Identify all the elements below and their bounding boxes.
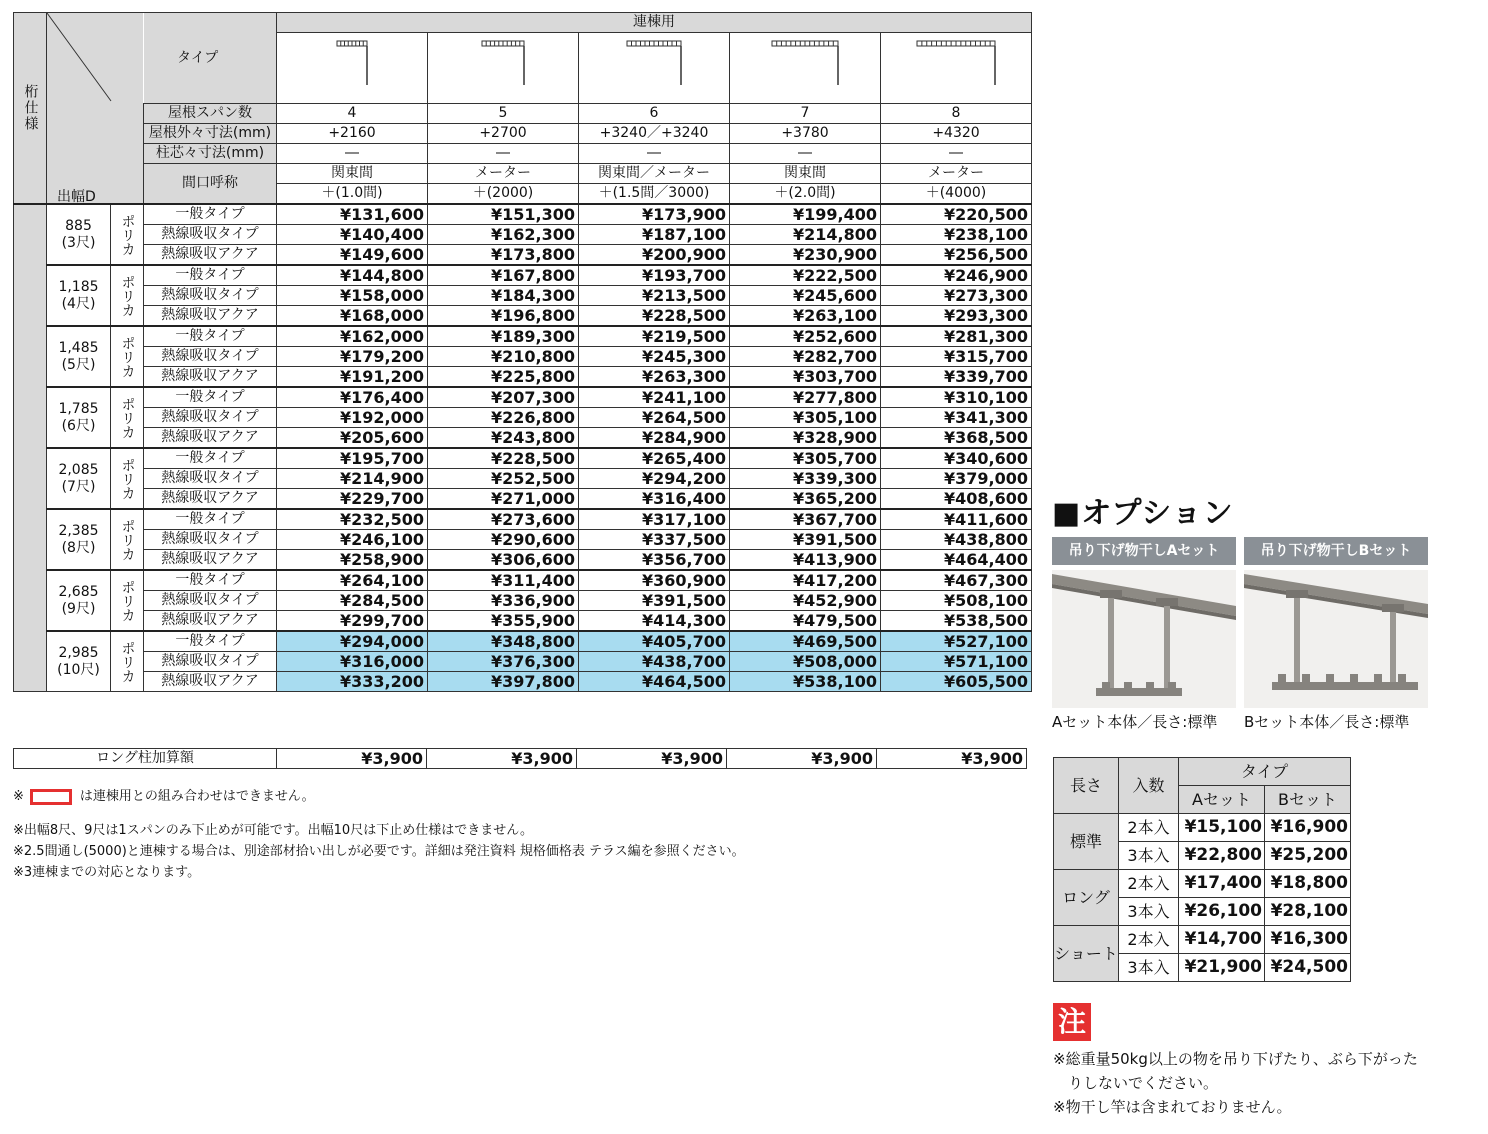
option-label-a: 吊り下げ物干しAセット (1052, 537, 1236, 565)
price-cell: ¥256,500 (881, 245, 1032, 266)
caution-line: りしないでください。 (1053, 1074, 1219, 1092)
variant-label: 熱線吸収アクア (144, 245, 277, 266)
hanger-b-image (1244, 570, 1428, 708)
price-cell: ¥293,300 (881, 306, 1032, 327)
price-cell: ¥391,500 (579, 591, 730, 611)
price-cell: ¥391,500 (730, 530, 881, 550)
variant-label: 一般タイプ (144, 265, 277, 286)
price-cell: ¥356,700 (579, 550, 730, 571)
price-cell: ¥162,000 (277, 326, 428, 347)
price-cell: ¥376,300 (428, 652, 579, 672)
header-value: +3780 (730, 124, 881, 144)
material-label: ポリカ (111, 631, 144, 692)
type-symbol-cell (428, 33, 579, 104)
price-cell: ¥379,000 (881, 469, 1032, 489)
material-label: ポリカ (111, 387, 144, 448)
caption-a: Aセット本体／長さ:標準 (1052, 713, 1218, 731)
price-cell: ¥315,700 (881, 347, 1032, 367)
material-label: ポリカ (111, 448, 144, 509)
price-cell: ¥173,800 (428, 245, 579, 266)
price-cell: ¥213,500 (579, 286, 730, 306)
width-size-cell (47, 509, 111, 570)
long-pillar-price: ¥3,900 (727, 749, 877, 769)
price-cell: ¥200,900 (579, 245, 730, 266)
note-box-text: は連棟用との組み合わせはできません。 (79, 789, 315, 804)
opt-price-b: ¥16,900 (1265, 814, 1351, 842)
header-value: 7 (730, 104, 881, 124)
price-cell: ¥336,900 (428, 591, 579, 611)
type-symbol-cell (881, 33, 1032, 104)
opt-qty: 2本入 (1119, 814, 1179, 842)
price-cell: ¥337,500 (579, 530, 730, 550)
price-cell: ¥464,400 (881, 550, 1032, 571)
variant-label: 熱線吸収タイプ (144, 347, 277, 367)
variant-label: 熱線吸収アクア (144, 367, 277, 388)
price-cell: ¥199,400 (730, 204, 881, 225)
width-size-cell (47, 448, 111, 509)
price-cell: ¥303,700 (730, 367, 881, 388)
caution-line: ※総重量50kg以上の物を吊り下げたり、ぶら下がった (1053, 1050, 1418, 1068)
price-cell: ¥340,600 (881, 448, 1032, 469)
caution-badge: 注 (1053, 1003, 1091, 1041)
price-cell: ¥467,300 (881, 570, 1032, 591)
price-cell: ¥229,700 (277, 489, 428, 510)
price-cell: ¥187,100 (579, 225, 730, 245)
price-cell: ¥411,600 (881, 509, 1032, 530)
price-cell: ¥207,300 (428, 387, 579, 408)
header-value: 6 (579, 104, 730, 124)
price-cell: ¥158,000 (277, 286, 428, 306)
material-label: ポリカ (111, 326, 144, 387)
price-cell: ¥438,700 (579, 652, 730, 672)
width-shaku: (4尺) (61, 295, 96, 312)
price-cell: ¥328,900 (730, 428, 881, 449)
width-size-cell (47, 204, 111, 265)
frontage-name: 関東間 (277, 164, 428, 184)
price-cell: ¥273,600 (428, 509, 579, 530)
price-cell: ¥464,500 (579, 672, 730, 692)
price-cell: ¥305,100 (730, 408, 881, 428)
price-cell: ¥284,900 (579, 428, 730, 449)
variant-label: 熱線吸収アクア (144, 489, 277, 510)
price-cell: ¥405,700 (579, 631, 730, 652)
price-cell: ¥263,300 (579, 367, 730, 388)
width-shaku: (8尺) (61, 539, 96, 556)
price-cell: ¥277,800 (730, 387, 881, 408)
price-cell: ¥162,300 (428, 225, 579, 245)
price-cell: ¥264,500 (579, 408, 730, 428)
header-value: 8 (881, 104, 1032, 124)
price-cell: ¥339,300 (730, 469, 881, 489)
price-cell: ¥360,900 (579, 570, 730, 591)
price-cell: ¥226,800 (428, 408, 579, 428)
price-cell: ¥333,200 (277, 672, 428, 692)
roof-type-icon (730, 33, 880, 97)
price-cell: ¥176,400 (277, 387, 428, 408)
long-pillar-price: ¥3,900 (427, 749, 577, 769)
price-cell: ¥311,400 (428, 570, 579, 591)
option-label-b: 吊り下げ物干しBセット (1244, 537, 1428, 565)
header-row-label: 間口呼称 (144, 164, 277, 205)
price-cell: ¥508,100 (881, 591, 1032, 611)
price-cell: ¥173,900 (579, 204, 730, 225)
price-cell: ¥413,900 (730, 550, 881, 571)
variant-label: 一般タイプ (144, 204, 277, 225)
width-size: 2,385 (58, 522, 99, 539)
price-cell: ¥281,300 (881, 326, 1032, 347)
price-cell: ¥368,500 (881, 428, 1032, 449)
opt-price-a: ¥21,900 (1179, 954, 1265, 982)
price-cell: ¥258,900 (277, 550, 428, 571)
price-cell: ¥571,100 (881, 652, 1032, 672)
price-cell: ¥414,300 (579, 611, 730, 632)
price-cell: ¥339,700 (881, 367, 1032, 388)
price-cell: ¥605,500 (881, 672, 1032, 692)
long-pillar-label: ロング柱加算額 (14, 749, 277, 769)
category-keta: 桁仕様 (14, 13, 47, 205)
frontage-size: ＋(2000) (428, 184, 579, 205)
price-cell: ¥230,900 (730, 245, 881, 266)
price-cell: ¥294,200 (579, 469, 730, 489)
frontage-name: メーター (428, 164, 579, 184)
opt-price-b: ¥28,100 (1265, 898, 1351, 926)
width-size-cell (47, 326, 111, 387)
price-cell: ¥438,800 (881, 530, 1032, 550)
width-size-cell (47, 387, 111, 448)
opt-qty: 2本入 (1119, 926, 1179, 954)
price-cell: ¥264,100 (277, 570, 428, 591)
price-cell: ¥151,300 (428, 204, 579, 225)
price-cell: ¥452,900 (730, 591, 881, 611)
opt-price-a: ¥22,800 (1179, 842, 1265, 870)
price-cell: ¥479,500 (730, 611, 881, 632)
type-symbol-cell (730, 33, 881, 104)
material-label: ポリカ (111, 204, 144, 265)
opt-price-b: ¥18,800 (1265, 870, 1351, 898)
opt-qty: 3本入 (1119, 842, 1179, 870)
opt-length: ショート (1054, 926, 1119, 982)
price-cell: ¥167,800 (428, 265, 579, 286)
header-value: +2700 (428, 124, 579, 144)
price-cell: ¥225,800 (428, 367, 579, 388)
price-cell: ¥294,000 (277, 631, 428, 652)
price-cell: ¥220,500 (881, 204, 1032, 225)
price-cell: ¥228,500 (428, 448, 579, 469)
variant-label: 熱線吸収タイプ (144, 469, 277, 489)
price-cell: ¥179,200 (277, 347, 428, 367)
price-cell: ¥205,600 (277, 428, 428, 449)
variant-label: 熱線吸収アクア (144, 306, 277, 327)
type-label: タイプ (177, 50, 219, 66)
price-cell: ¥232,500 (277, 509, 428, 530)
price-cell: ¥252,500 (428, 469, 579, 489)
opt-h-qty: 入数 (1119, 758, 1179, 814)
variant-label: 一般タイプ (144, 631, 277, 652)
price-cell: ¥196,800 (428, 306, 579, 327)
price-cell: ¥168,000 (277, 306, 428, 327)
price-cell: ¥316,400 (579, 489, 730, 510)
frontage-name: 関東間／メーター (579, 164, 730, 184)
long-pillar-price: ¥3,900 (577, 749, 727, 769)
width-shaku: (9尺) (61, 600, 96, 617)
price-cell: ¥367,700 (730, 509, 881, 530)
variant-label: 一般タイプ (144, 387, 277, 408)
frontage-size: ＋(1.0間) (277, 184, 428, 205)
variant-label: 熱線吸収タイプ (144, 408, 277, 428)
diagonal-line (47, 13, 277, 206)
price-cell: ¥219,500 (579, 326, 730, 347)
variant-label: 熱線吸収タイプ (144, 652, 277, 672)
width-shaku: (5尺) (61, 356, 96, 373)
variant-label: 熱線吸収タイプ (144, 591, 277, 611)
header-value: +4320 (881, 124, 1032, 144)
opt-length: ロング (1054, 870, 1119, 926)
opt-price-a: ¥26,100 (1179, 898, 1265, 926)
opt-qty: 3本入 (1119, 898, 1179, 926)
opt-h-b: Bセット (1265, 786, 1351, 814)
frontage-name: メーター (881, 164, 1032, 184)
width-shaku: (7尺) (61, 478, 96, 495)
variant-label: 熱線吸収タイプ (144, 225, 277, 245)
width-size-cell (47, 631, 111, 692)
price-cell: ¥263,100 (730, 306, 881, 327)
material-label: ポリカ (111, 509, 144, 570)
width-shaku: (3尺) (61, 234, 96, 251)
opt-price-a: ¥17,400 (1179, 870, 1265, 898)
width-size-cell (47, 265, 111, 326)
price-cell: ¥508,000 (730, 652, 881, 672)
roof-type-icon (277, 33, 427, 97)
roof-type-icon (428, 33, 578, 97)
price-cell: ¥306,600 (428, 550, 579, 571)
price-cell: ¥214,800 (730, 225, 881, 245)
price-cell: ¥189,300 (428, 326, 579, 347)
header-value: +2160 (277, 124, 428, 144)
price-cell: ¥214,900 (277, 469, 428, 489)
caution-line: ※物干し竿は含まれておりません。 (1053, 1098, 1292, 1116)
price-cell: ¥365,200 (730, 489, 881, 510)
width-label: 出幅D (57, 189, 96, 205)
header-row-label: 屋根外々寸法(mm) (144, 124, 277, 144)
width-size: 1,485 (58, 339, 99, 356)
frontage-size: ＋(2.0間) (730, 184, 881, 205)
width-size: 2,985 (58, 644, 99, 661)
frontage-size: ＋(4000) (881, 184, 1032, 205)
long-pillar-price: ¥3,900 (277, 749, 427, 769)
type-symbol-cell (277, 33, 428, 104)
frontage-name: 関東間 (730, 164, 881, 184)
caution-text (1053, 1047, 1418, 1119)
price-cell: ¥290,600 (428, 530, 579, 550)
price-cell: ¥210,800 (428, 347, 579, 367)
group-label: 連棟用 (277, 13, 1032, 33)
price-cell: ¥238,100 (881, 225, 1032, 245)
long-pillar-table (13, 748, 1027, 769)
width-shaku: (10尺) (57, 661, 100, 678)
width-size: 1,785 (58, 400, 99, 417)
width-size: 1,185 (58, 278, 99, 295)
hanger-a-icon (1052, 570, 1236, 708)
variant-label: 熱線吸収アクア (144, 672, 277, 692)
price-cell: ¥193,700 (579, 265, 730, 286)
price-cell: ¥355,900 (428, 611, 579, 632)
frontage-size: ＋(1.5間／3000) (579, 184, 730, 205)
price-cell: ¥538,100 (730, 672, 881, 692)
price-cell: ¥271,000 (428, 489, 579, 510)
header-row-label: 柱芯々寸法(mm) (144, 144, 277, 164)
price-cell: ¥241,100 (579, 387, 730, 408)
header-row-label: 屋根スパン数 (144, 104, 277, 124)
price-cell: ¥408,600 (881, 489, 1032, 510)
price-table (13, 12, 1032, 692)
opt-h-length: 長さ (1054, 758, 1119, 814)
price-cell: ¥246,900 (881, 265, 1032, 286)
opt-h-a: Aセット (1179, 786, 1265, 814)
opt-qty: 3本入 (1119, 954, 1179, 982)
category-standard (14, 204, 47, 692)
opt-price-b: ¥16,300 (1265, 926, 1351, 954)
price-cell: ¥140,400 (277, 225, 428, 245)
price-cell: ¥228,500 (579, 306, 730, 327)
width-size-cell (47, 570, 111, 631)
variant-label: 熱線吸収タイプ (144, 530, 277, 550)
opt-h-type: タイプ (1179, 758, 1351, 786)
price-cell: ¥282,700 (730, 347, 881, 367)
price-cell: ¥317,100 (579, 509, 730, 530)
long-pillar-price: ¥3,900 (877, 749, 1027, 769)
price-cell: ¥149,600 (277, 245, 428, 266)
option-title: ■オプション (1052, 496, 1234, 531)
caption-b: Bセット本体／長さ:標準 (1244, 713, 1410, 731)
price-cell: ¥245,300 (579, 347, 730, 367)
hanger-a-image (1052, 570, 1236, 708)
price-cell: ¥191,200 (277, 367, 428, 388)
variant-label: 熱線吸収タイプ (144, 286, 277, 306)
price-cell: ¥527,100 (881, 631, 1032, 652)
opt-price-a: ¥14,700 (1179, 926, 1265, 954)
price-cell: ¥265,400 (579, 448, 730, 469)
note-lines (13, 820, 745, 883)
variant-label: 熱線吸収アクア (144, 428, 277, 449)
note-line: ※3連棟までの対応となります。 (13, 865, 201, 880)
price-cell: ¥195,700 (277, 448, 428, 469)
note-box-line (13, 786, 315, 807)
variant-label: 熱線吸収アクア (144, 611, 277, 632)
roof-type-icon (881, 33, 1031, 97)
price-cell: ¥341,300 (881, 408, 1032, 428)
header-value: ― (428, 144, 579, 164)
price-cell: ¥252,600 (730, 326, 881, 347)
opt-length: 標準 (1054, 814, 1119, 870)
header-value: ― (579, 144, 730, 164)
variant-label: 一般タイプ (144, 448, 277, 469)
price-cell: ¥131,600 (277, 204, 428, 225)
price-cell: ¥299,700 (277, 611, 428, 632)
header-value: ― (881, 144, 1032, 164)
price-cell: ¥310,100 (881, 387, 1032, 408)
note-mark: ※ (13, 789, 24, 804)
opt-price-a: ¥15,100 (1179, 814, 1265, 842)
variant-label: 一般タイプ (144, 509, 277, 530)
opt-qty: 2本入 (1119, 870, 1179, 898)
header-value: +3240／+3240 (579, 124, 730, 144)
price-cell: ¥417,200 (730, 570, 881, 591)
price-cell: ¥222,500 (730, 265, 881, 286)
price-cell: ¥246,100 (277, 530, 428, 550)
header-value: ― (277, 144, 428, 164)
type-symbol-cell (579, 33, 730, 104)
price-cell: ¥469,500 (730, 631, 881, 652)
variant-label: 熱線吸収アクア (144, 550, 277, 571)
header-value: ― (730, 144, 881, 164)
hanger-b-icon (1244, 570, 1428, 708)
material-label: ポリカ (111, 570, 144, 631)
price-cell: ¥305,700 (730, 448, 881, 469)
red-box-icon (30, 789, 72, 805)
price-cell: ¥192,000 (277, 408, 428, 428)
price-cell: ¥144,800 (277, 265, 428, 286)
width-shaku: (6尺) (61, 417, 96, 434)
note-line: ※出幅8尺、9尺は1スパンのみ下止めが可能です。出幅10尺は下止め仕様はできません。 (13, 823, 533, 838)
material-label: ポリカ (111, 265, 144, 326)
width-size: 885 (65, 217, 92, 234)
option-table (1053, 757, 1351, 982)
price-cell: ¥245,600 (730, 286, 881, 306)
price-cell: ¥273,300 (881, 286, 1032, 306)
price-cell: ¥284,500 (277, 591, 428, 611)
note-line: ※2.5間通し(5000)と連棟する場合は、別途部材拾い出しが必要です。詳細は発注資料 規格価格表 テラス編を参照ください。 (13, 844, 745, 859)
price-cell: ¥184,300 (428, 286, 579, 306)
price-cell: ¥316,000 (277, 652, 428, 672)
variant-label: 一般タイプ (144, 570, 277, 591)
price-cell: ¥397,800 (428, 672, 579, 692)
header-value: 5 (428, 104, 579, 124)
roof-type-icon (579, 33, 729, 97)
price-cell: ¥243,800 (428, 428, 579, 449)
header-value: 4 (277, 104, 428, 124)
variant-label: 一般タイプ (144, 326, 277, 347)
opt-price-b: ¥25,200 (1265, 842, 1351, 870)
price-cell: ¥348,800 (428, 631, 579, 652)
opt-price-b: ¥24,500 (1265, 954, 1351, 982)
width-size: 2,085 (58, 461, 99, 478)
width-size: 2,685 (58, 583, 99, 600)
price-cell: ¥538,500 (881, 611, 1032, 632)
